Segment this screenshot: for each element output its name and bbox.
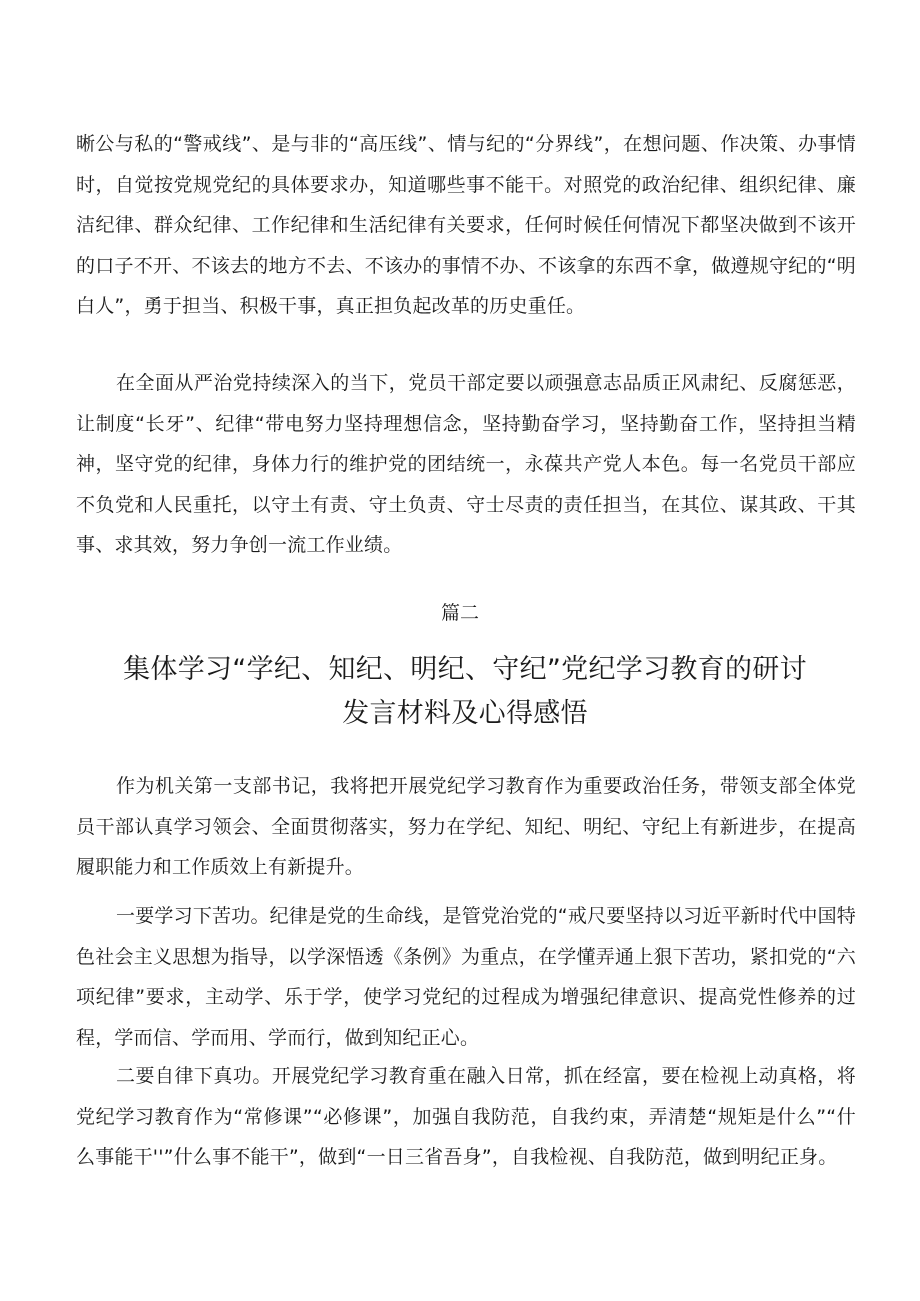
document-title <box>80 648 850 736</box>
paragraph-self-discipline: 二要自律下真功。开展党纪学习教育重在融入日常，抓在经富，要在检视上动真格，将党纪学习教育作为“常修课”“必修课”，加强自我防范，自我约束，弄清楚“规矩是什么”“什么事能干''”什么事不能干”，做到“一日三省吾身”，自我检视、自我防范，做到明纪正身。 <box>76 1065 856 1168</box>
title-line-1: 集体学习“学纪、知纪、明纪、守纪”党纪学习教育的研讨 <box>123 654 807 685</box>
paragraph-continued: 晰公与私的“警戒线”、是与非的“高压线”、情与纪的“分界线”，在想问题、作决策、办事情时，自觉按党规党纪的具体要求办，知道哪些事不能干。对照党的政治纪律、组织纪律、廉洁纪律、群众纪律、工作纪律和生活纪律有关要求，任何时候任何情况下都坚决做到不该开的口子不开、不该去的地方不去、不该办的事情不办、不该拿的东西不拿，做遵规守纪的“明白人”，勇于担当、积极干事，真正担负起改革的历史重任。 <box>76 133 856 317</box>
paragraph-study: 一要学习下苦功。纪律是党的生命线，是管党治党的“戒尺要坚持以习近平新时代中国特色社会主义思想为指导，以学深悟透《条例》为重点，在学懂弄通上狠下苦功，紧扣党的“六项纪律”要求，主动学、乐于学，使学习党纪的过程成为增强纪律意识、提高党性修养的过程，学而信、学而用、学而行，做到知纪正心。 <box>76 905 856 1049</box>
paragraph-intro: 作为机关第一支部书记，我将把开展党纪学习教育作为重要政治任务，带领支部全体党员干部认真学习领会、全面贯彻落实，努力在学纪、知纪、明纪、守纪上有新进步，在提高履职能力和工作质效上有新提升。 <box>76 775 856 878</box>
section-label: 篇二 <box>440 602 479 624</box>
title-line-2: 发言材料及心得感悟 <box>342 698 588 729</box>
paragraph-strict-governance: 在全面从严治党持续深入的当下，党员干部定要以顽强意志品质正风肃纪、反腐惩恶，让制度“长牙”、纪律“带电努力坚持理想信念，坚持勤奋学习，坚持勤奋工作，坚持担当精神，坚守党的纪律，身体力行的维护党的团结统一，永葆共产党人本色。每一名党员干部应不负党和人民重托，以守土有责、守土负责、守士尽责的责任担当，在其位、谋其政、干其事、求其效，努力争创一流工作业绩。 <box>76 372 856 556</box>
